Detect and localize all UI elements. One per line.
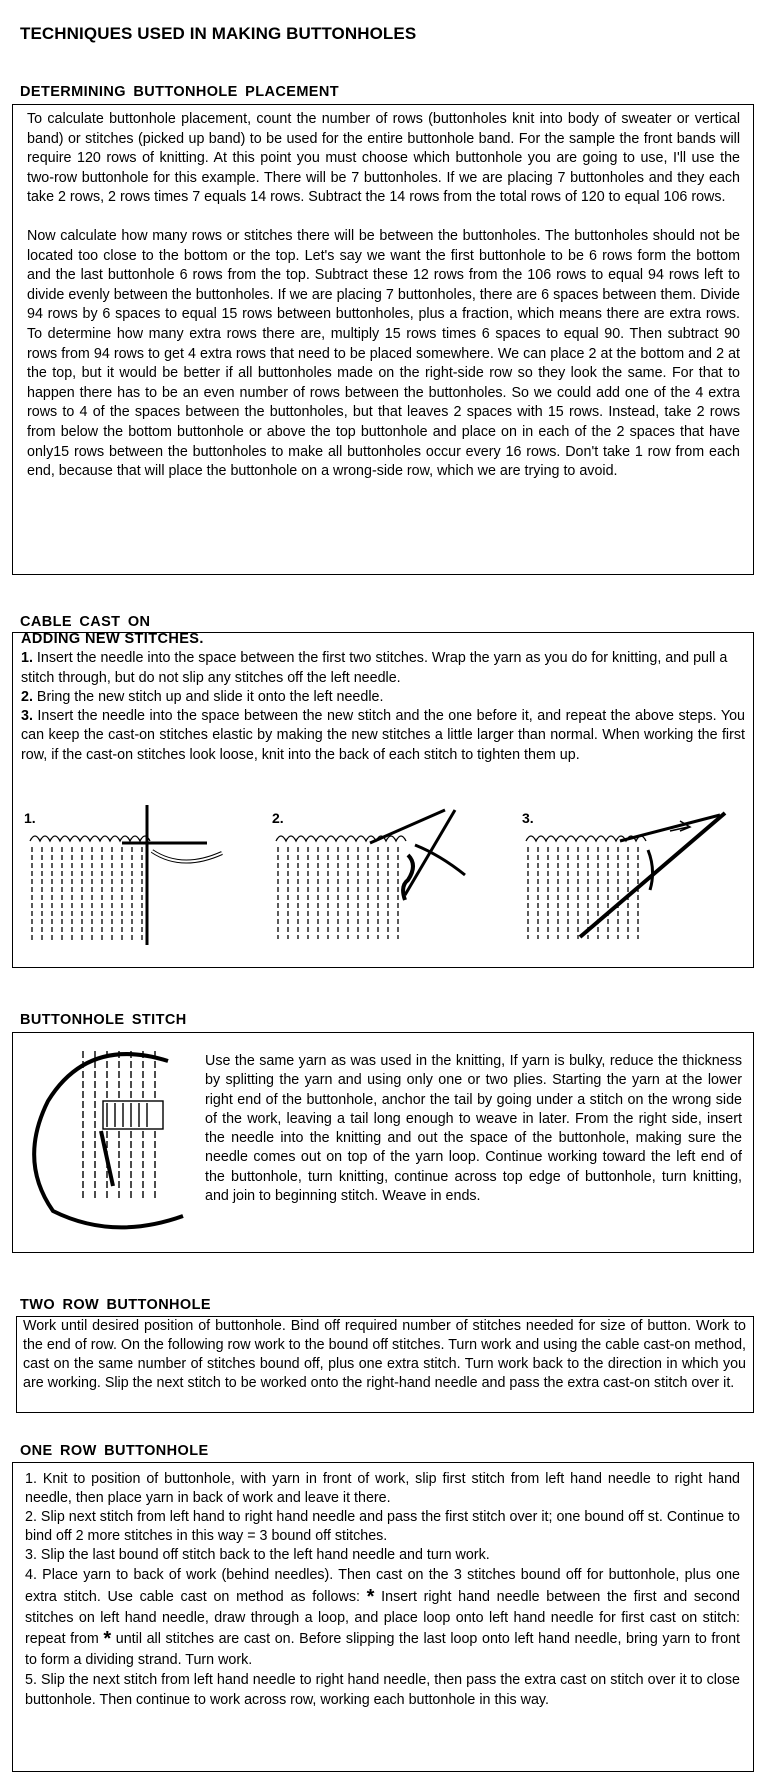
one-row-step-1: 1. Knit to position of buttonhole, with yarn in front of work, slip first stitch from left hand needle to right hand needle, then place yarn in back of work and leave it there. (25, 1471, 740, 1507)
two-row-heading: TWO ROW BUTTONHOLE (20, 1297, 211, 1313)
one-row-step-2: 2. Slip next stitch from left hand to right hand needle and pass the first stitch over it; one bound off st. Continue to bind off 2 more stitches in this way = 3 bound off stitches. (25, 1509, 740, 1545)
one-row-step-4-part-a: 4. Place yarn to back of work (behind needles). Then cast on the 3 stitches bound off for buttonhole, plus one extra stitch. Use cable cast on method as follows: (25, 1567, 740, 1605)
cable-step-1 (21, 649, 745, 688)
cable-figure-2 (270, 805, 480, 955)
page-title: TECHNIQUES USED IN MAKING BUTTONHOLES (20, 24, 417, 43)
placement-paragraph-1: To calculate buttonhole placement, count the number of rows (buttonholes knit into body of sweater or vertical band) or stitches (picked up band) to be used for the entire buttonhole band. For the sample the front bands will require 120 rows of knitting. At this point you must choose which buttonhole you are going to use, I'll use the two-row buttonhole for this example. There will be 7 buttonholes. If we are placing 7 buttonholes and they each take 2 rows, 2 rows times 7 equals 14 rows. Subtract the 14 rows from the total rows of 120 to equal 106 rows. (27, 111, 740, 206)
repeat-marker-end: * (103, 1628, 112, 1651)
cable-step-2-text: Bring the new stitch up and slide it onto the left needle. (32, 688, 384, 705)
placement-heading: DETERMINING BUTTONHOLE PLACEMENT (20, 84, 340, 100)
cable-step-1-text: Insert the needle into the space between the first two stitches. Wrap the yarn as you do for knitting, and pull a stitch through, but do not slip any stitches off the left needle. (21, 650, 728, 686)
cable-figure-1 (22, 805, 242, 955)
placement-box (12, 104, 754, 575)
cable-subheading: ADDING NEW STITCHES. (21, 631, 204, 647)
buttonhole-stitch-heading: BUTTONHOLE STITCH (20, 1012, 187, 1028)
cable-figure-3 (520, 805, 740, 955)
cable-step-2-number: 2. (21, 688, 33, 705)
buttonhole-stitch-figure (23, 1041, 193, 1231)
cable-figure-2-label: 2. (272, 810, 284, 826)
cable-step-3-text: Insert the needle into the space between the new stitch and the one before it, and repeat the above steps. You can keep the cast-on stitches elastic by making the new stitches a little larger than normal. When working the first row, if the cast-on stitches look loose, knit into the back of each stitch to tighten them up. (21, 708, 745, 763)
cable-heading: CABLE CAST ON (20, 614, 151, 630)
one-row-step-4 (25, 1565, 740, 1671)
cable-step-3 (21, 707, 745, 765)
buttonhole-stitch-box (12, 1032, 754, 1253)
cable-figure-3-label: 3. (522, 810, 534, 826)
one-row-box (12, 1462, 754, 1772)
cable-step-3-number: 3. (21, 708, 33, 725)
one-row-step-4-part-c: until all stitches are cast on. Before slipping the last loop onto left hand needle, bring yarn to front to form a dividing strand. Turn work. (25, 1631, 740, 1669)
cable-figure-1-label: 1. (24, 810, 36, 826)
two-row-text: Work until desired position of buttonhole. Bind off required number of stitches needed for size of button. Work to the end of row. On the following row work to the bound off stitches. Turn work and using the cable cast-on method, cast on the same number of stitches bound off, plus one extra stitch. Turn work back to the direction in which you are working. Slip the next stitch to be worked onto the right-hand needle and pass the extra cast-on stitch over it. (23, 1318, 746, 1391)
buttonhole-stitch-text: Use the same yarn as was used in the knitting, If yarn is bulky, reduce the thickness by splitting the yarn and using only one or two plies. Starting the yarn at the lower right end of the buttonhole, anchor the tail by going under a stitch on the wrong side of the work, leaving a tail long enough to weave in later. From the right side, insert the needle into the knitting and out the space of the buttonhole, making sure the needle comes out on top of the yarn loop. Continue working toward the left end of the buttonhole, turn knitting, continue across top edge of buttonhole, turn knitting, and join to beginning stitch. Weave in ends. (205, 1053, 742, 1205)
one-row-step-4-part-b: Insert right hand needle between the first and second stitches on left hand needle, draw through a loop, and place loop onto left hand needle for first cast on stitch: repeat from (25, 1588, 741, 1648)
one-row-step-5: 5. Slip the next stitch from left hand needle to right hand needle, then pass the extra cast on stitch over it to close buttonhole. Then continue to work across row, working each buttonhole in this way. (25, 1672, 740, 1708)
one-row-heading: ONE ROW BUTTONHOLE (20, 1443, 209, 1459)
two-row-box (16, 1316, 754, 1413)
cable-step-2 (21, 688, 745, 707)
cable-step-1-number: 1. (21, 650, 33, 667)
one-row-step-3: 3. Slip the last bound off stitch back to the left hand needle and turn work. (25, 1547, 490, 1564)
placement-paragraph-2: Now calculate how many rows or stitches there will be between the buttonholes. The buttonholes should not be located too close to the bottom or the top. Let's say we want the first buttonhole to be 6 rows form the bottom and the last buttonhole 6 rows from the top. Subtract these 12 rows from the 106 rows to equal 94 rows left to divide evenly between the buttonholes. If we are placing 7 buttonholes, there are 6 spaces between them. Divide 94 rows by 6 spaces to equal 15 rows between buttonholes, plus a fraction, which means there are extra rows. To determine how many extra rows there are, multiply 15 rows times 6 spaces to equal 90. Then subtract 90 rows from 94 rows to get 4 extra rows that need to be placed somewhere. We can place 2 at the bottom and 2 at the top, but it would be better if all buttonholes made on the right-side row so they look the same. For that to happen there has to be an even number of rows between the buttonholes. So we could add one of the 4 extra rows to 4 of the spaces between the buttonholes, but that leaves 2 spaces with 15 rows. Instead, take 2 rows from below the bottom buttonhole or above the top buttonhole and place on in each of the 2 spaces that have only15 rows between the buttonholes to make all buttonholes occur every 16 rows. Don't take 1 row from each end, because that will place the buttonhole on a wrong-side row, which we are trying to avoid. (27, 227, 740, 480)
repeat-marker-start: * (366, 1585, 375, 1608)
